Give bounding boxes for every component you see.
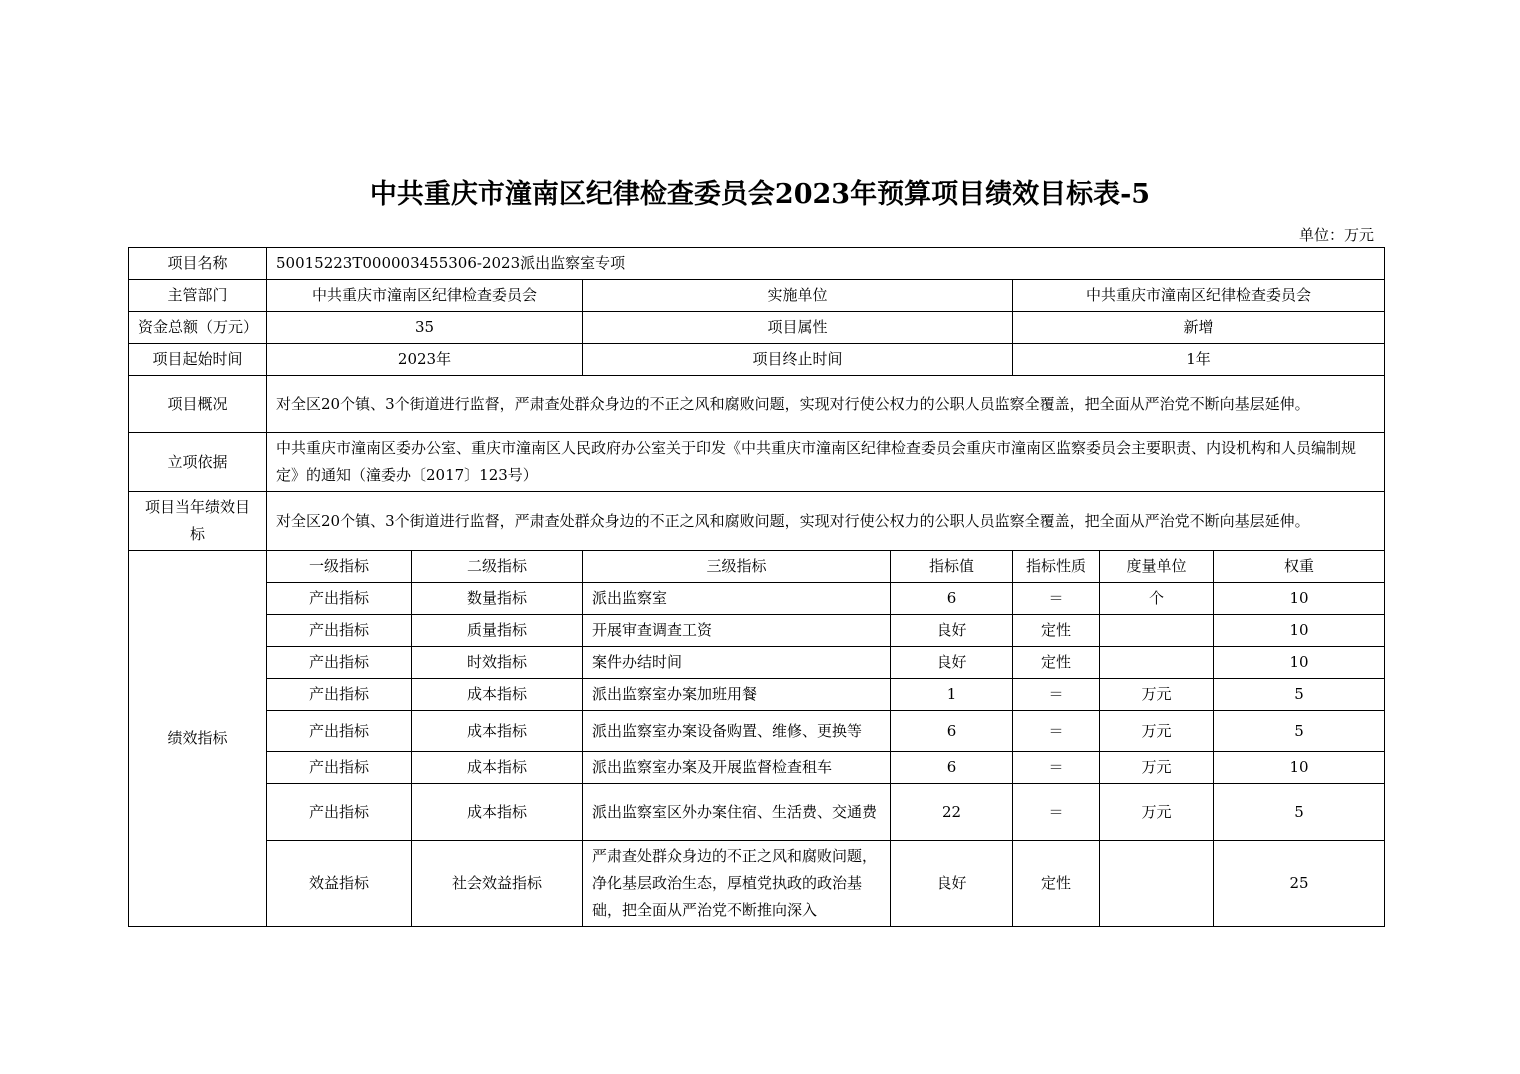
cell-value: 6 <box>891 711 1013 752</box>
row-department <box>129 280 1385 312</box>
cell-nature: 定性 <box>1013 647 1100 679</box>
project-name-label: 项目名称 <box>129 248 267 280</box>
cell-nature: 定性 <box>1013 615 1100 647</box>
row-overview <box>129 376 1385 433</box>
indicator-row <box>129 615 1385 647</box>
indicator-row <box>129 841 1385 927</box>
cell-unit <box>1100 647 1214 679</box>
indicators-section-label: 绩效指标 <box>129 551 267 927</box>
performance-target-table <box>128 247 1385 927</box>
attr-value: 新增 <box>1013 312 1385 344</box>
attr-label: 项目属性 <box>583 312 1013 344</box>
cell-weight: 10 <box>1214 583 1385 615</box>
cell-value: 良好 <box>891 841 1013 927</box>
cell-level3: 派出监察室办案及开展监督检查租车 <box>583 752 891 784</box>
header-unit: 度量单位 <box>1100 551 1214 583</box>
cell-nature: 定性 <box>1013 841 1100 927</box>
cell-level1: 效益指标 <box>267 841 412 927</box>
cell-level3: 派出监察室办案设备购置、维修、更换等 <box>583 711 891 752</box>
cell-value: 6 <box>891 583 1013 615</box>
cell-weight: 10 <box>1214 752 1385 784</box>
indicator-header-row <box>129 551 1385 583</box>
cell-weight: 5 <box>1214 711 1385 752</box>
cell-nature: ＝ <box>1013 711 1100 752</box>
header-nature: 指标性质 <box>1013 551 1100 583</box>
cell-level2: 成本指标 <box>412 679 583 711</box>
cell-value: 良好 <box>891 647 1013 679</box>
cell-level1: 产出指标 <box>267 711 412 752</box>
indicator-row <box>129 647 1385 679</box>
cell-level2: 成本指标 <box>412 711 583 752</box>
cell-level2: 社会效益指标 <box>412 841 583 927</box>
cell-level2: 成本指标 <box>412 752 583 784</box>
header-value: 指标值 <box>891 551 1013 583</box>
cell-level1: 产出指标 <box>267 615 412 647</box>
header-weight: 权重 <box>1214 551 1385 583</box>
cell-nature: ＝ <box>1013 583 1100 615</box>
cell-level1: 产出指标 <box>267 784 412 841</box>
indicator-row <box>129 583 1385 615</box>
cell-level3: 派出监察室 <box>583 583 891 615</box>
cell-unit: 万元 <box>1100 784 1214 841</box>
document-title: 中共重庆市潼南区纪律检查委员会2023年预算项目绩效目标表-5 <box>369 179 1151 210</box>
cell-value: 良好 <box>891 615 1013 647</box>
cell-level1: 产出指标 <box>267 647 412 679</box>
row-period <box>129 344 1385 376</box>
end-value: 1年 <box>1013 344 1385 376</box>
cell-unit <box>1100 841 1214 927</box>
overview-label: 项目概况 <box>129 376 267 433</box>
project-name-value: 50015223T000003455306-2023派出监察室专项 <box>267 248 1385 280</box>
cell-level2: 数量指标 <box>412 583 583 615</box>
cell-level2: 质量指标 <box>412 615 583 647</box>
cell-level1: 产出指标 <box>267 583 412 615</box>
cell-value: 22 <box>891 784 1013 841</box>
indicator-row <box>129 784 1385 841</box>
cell-level3: 案件办结时间 <box>583 647 891 679</box>
cell-level3: 派出监察室区外办案住宿、生活费、交通费 <box>583 784 891 841</box>
cell-weight: 10 <box>1214 647 1385 679</box>
cell-value: 6 <box>891 752 1013 784</box>
cell-unit: 万元 <box>1100 679 1214 711</box>
cell-level2: 成本指标 <box>412 784 583 841</box>
row-project-name <box>129 248 1385 280</box>
cell-nature: ＝ <box>1013 784 1100 841</box>
indicator-row <box>129 711 1385 752</box>
header-level3: 三级指标 <box>583 551 891 583</box>
cell-level3: 派出监察室办案加班用餐 <box>583 679 891 711</box>
cell-weight: 5 <box>1214 784 1385 841</box>
impl-value: 中共重庆市潼南区纪律检查委员会 <box>1013 280 1385 312</box>
indicator-row <box>129 752 1385 784</box>
cell-value: 1 <box>891 679 1013 711</box>
cell-unit: 个 <box>1100 583 1214 615</box>
row-fund <box>129 312 1385 344</box>
start-label: 项目起始时间 <box>129 344 267 376</box>
cell-weight: 25 <box>1214 841 1385 927</box>
overview-value: 对全区20个镇、3个街道进行监督，严肃查处群众身边的不正之风和腐败问题，实现对行使公权力的公职人员监察全覆盖，把全面从严治党不断向基层延伸。 <box>267 376 1385 433</box>
cell-unit: 万元 <box>1100 711 1214 752</box>
cell-unit: 万元 <box>1100 752 1214 784</box>
row-annual-target <box>129 492 1385 551</box>
cell-level1: 产出指标 <box>267 679 412 711</box>
dept-label: 主管部门 <box>129 280 267 312</box>
unit-label: 单位：万元 <box>1298 226 1374 244</box>
header-level1: 一级指标 <box>267 551 412 583</box>
cell-weight: 10 <box>1214 615 1385 647</box>
fund-label: 资金总额（万元） <box>129 312 267 344</box>
row-basis <box>129 433 1385 492</box>
target-value: 对全区20个镇、3个街道进行监督，严肃查处群众身边的不正之风和腐败问题，实现对行使公权力的公职人员监察全覆盖，把全面从严治党不断向基层延伸。 <box>267 492 1385 551</box>
cell-level3: 严肃查处群众身边的不正之风和腐败问题，净化基层政治生态，厚植党执政的政治基础，把全面从严治党不断推向深入 <box>583 841 891 927</box>
header-level2: 二级指标 <box>412 551 583 583</box>
fund-value: 35 <box>267 312 583 344</box>
cell-nature: ＝ <box>1013 752 1100 784</box>
cell-weight: 5 <box>1214 679 1385 711</box>
cell-level2: 时效指标 <box>412 647 583 679</box>
impl-label: 实施单位 <box>583 280 1013 312</box>
indicator-row <box>129 679 1385 711</box>
end-label: 项目终止时间 <box>583 344 1013 376</box>
dept-value: 中共重庆市潼南区纪律检查委员会 <box>267 280 583 312</box>
cell-level1: 产出指标 <box>267 752 412 784</box>
basis-value: 中共重庆市潼南区委办公室、重庆市潼南区人民政府办公室关于印发《中共重庆市潼南区纪律检查委员会重庆市潼南区监察委员会主要职责、内设机构和人员编制规定》的通知（潼委办〔2017〕123号） <box>267 433 1385 492</box>
cell-nature: ＝ <box>1013 679 1100 711</box>
basis-label: 立项依据 <box>129 433 267 492</box>
cell-level3: 开展审查调查工资 <box>583 615 891 647</box>
cell-unit <box>1100 615 1214 647</box>
target-label: 项目当年绩效目标 <box>129 492 267 551</box>
start-value: 2023年 <box>267 344 583 376</box>
